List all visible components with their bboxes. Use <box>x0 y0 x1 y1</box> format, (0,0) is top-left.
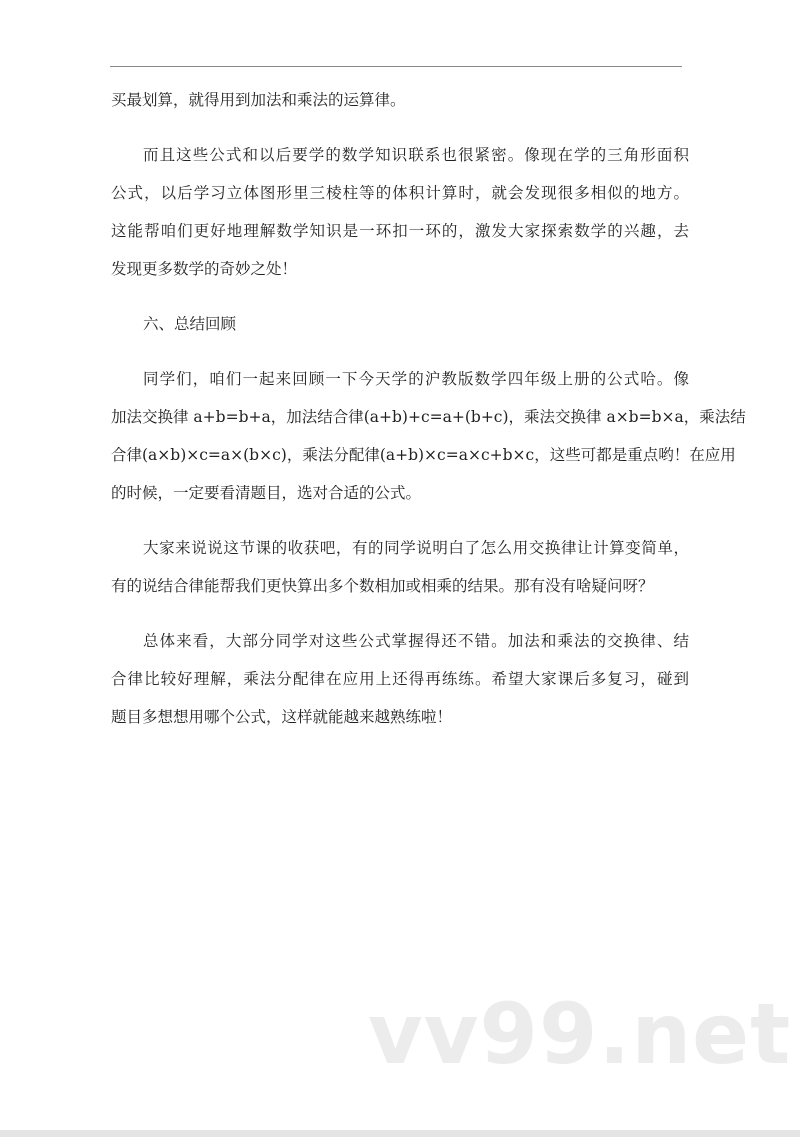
text-line: 合律(a×b)×c=a×(b×c)，乘法分配律(a+b)×c=a×c+b×c，这些可都是重点哟！在应用 <box>111 446 736 464</box>
section-heading: 六、总结回顾 <box>143 315 237 333</box>
text-line: 发现更多数学的奇妙之处！ <box>111 260 298 278</box>
text-line: 合律比较好理解，乘法分配律在应用上还得再练练。希望大家课后多复习，碰到 <box>111 670 689 688</box>
text-line: 大家来说说这节课的收获吧，有的同学说明白了怎么用交换律让计算变简单， <box>143 539 689 557</box>
header-rule <box>110 66 682 67</box>
text-line: 总体来看，大部分同学对这些公式掌握得还不错。加法和乘法的交换律、结 <box>143 632 689 650</box>
text-line: 这能帮咱们更好地理解数学知识是一环扣一环的，激发大家探索数学的兴趣，去 <box>111 222 689 240</box>
paragraph <box>111 367 746 519</box>
text-line: 同学们，咱们一起来回顾一下今天学的沪教版数学四年级上册的公式哈。像 <box>143 370 689 388</box>
text-line: 的时候，一定要看清题目，选对合适的公式。 <box>111 484 422 502</box>
text-line: 而且这些公式和以后要学的数学知识联系也很紧密。像现在学的三角形面积 <box>143 146 689 164</box>
document-body <box>111 88 746 760</box>
text-line: 公式，以后学习立体图形里三棱柱等的体积计算时，就会发现很多相似的地方。 <box>111 184 689 202</box>
text-line: 题目多想想用哪个公式，这样就能越来越熟练啦！ <box>111 708 453 726</box>
paragraph <box>111 629 689 743</box>
watermark: vv99.net <box>368 985 792 1083</box>
text-line: 买最划算，就得用到加法和乘法的运算律。 <box>111 91 406 109</box>
text-line: 有的说结合律能帮我们更快算出多个数相加或相乘的结果。那有没有啥疑问呀？ <box>111 577 654 595</box>
text-line: 加法交换律 a+b=b+a，加法结合律(a+b)+c=a+(b+c)，乘法交换律 a×b=b×a，乘法结 <box>111 408 746 426</box>
paragraph <box>111 88 689 126</box>
paragraph <box>111 536 689 612</box>
page-bottom-edge <box>0 1130 800 1137</box>
paragraph <box>111 143 689 295</box>
